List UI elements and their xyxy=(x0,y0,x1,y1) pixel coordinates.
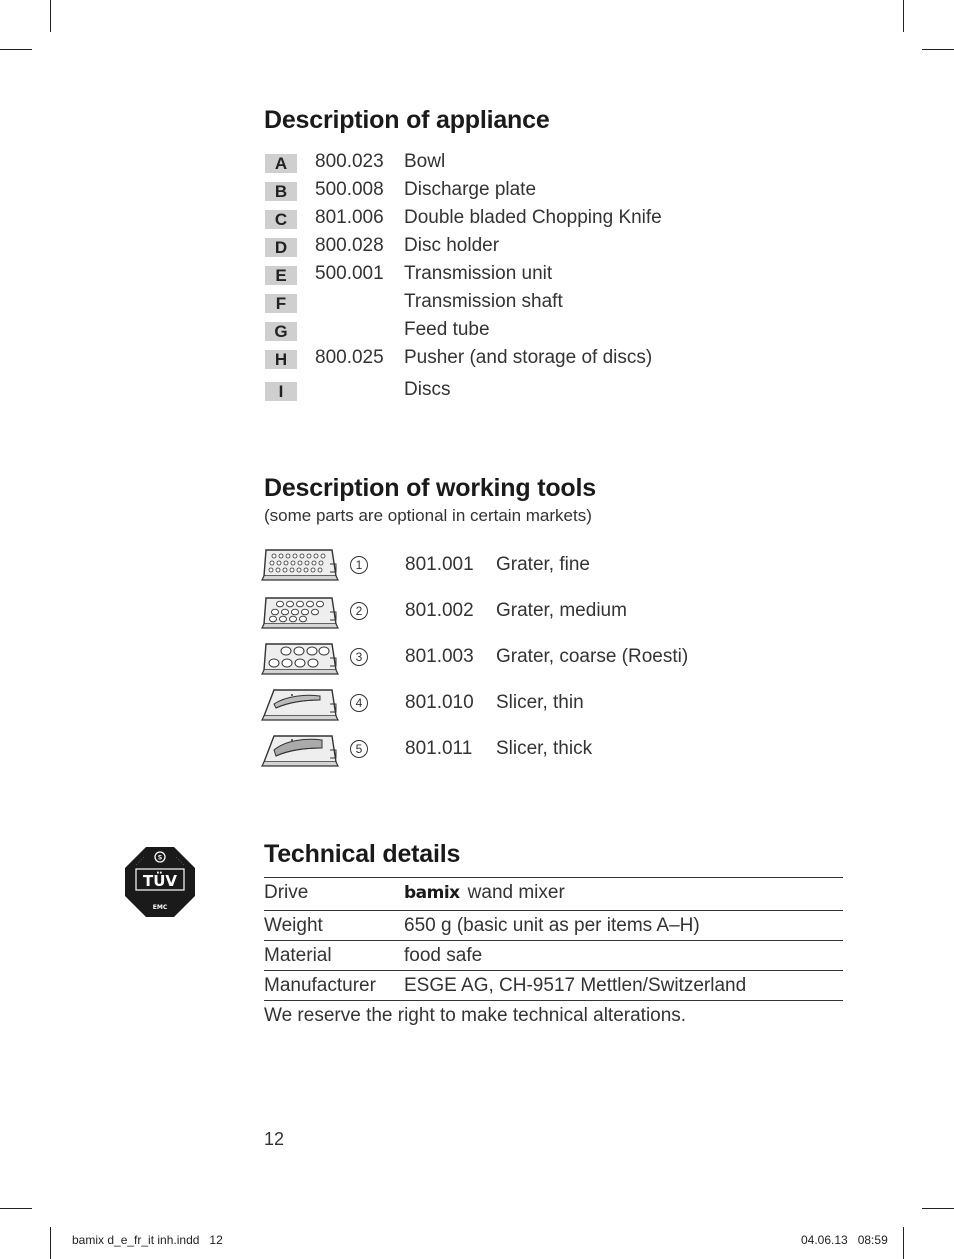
slicer-thick-icon xyxy=(260,730,340,770)
row-label: Manufacturer xyxy=(264,975,376,996)
bamix-logo: bamix xyxy=(404,883,460,903)
tool-description: Grater, fine xyxy=(496,554,590,575)
row-label: Drive xyxy=(264,882,309,903)
table-row xyxy=(264,911,843,941)
badge-main-text: TÜV xyxy=(142,872,178,890)
slug-file: bamix d_e_fr_it inh.indd 12 xyxy=(72,1233,223,1247)
item-code: 800.025 xyxy=(315,347,384,368)
alteration-note: We reserve the right to make technical alterations. xyxy=(264,1005,687,1026)
crop-mark xyxy=(50,0,51,32)
row-label: Material xyxy=(264,945,332,966)
tool-number: 4 xyxy=(350,694,368,712)
item-description: Feed tube xyxy=(404,319,490,340)
table-row xyxy=(264,941,843,971)
tool-code: 801.010 xyxy=(405,692,474,713)
item-code: 500.001 xyxy=(315,263,384,284)
item-description: Pusher (and storage of discs) xyxy=(404,347,653,368)
crop-mark xyxy=(922,49,954,50)
grater-medium-icon xyxy=(260,592,340,632)
item-letter: E xyxy=(265,266,297,285)
row-value-text: wand mixer xyxy=(467,882,565,903)
tool-code: 801.003 xyxy=(405,646,474,667)
tool-number: 2 xyxy=(350,602,368,620)
item-description: Discs xyxy=(404,379,451,400)
item-letter: H xyxy=(265,350,297,369)
item-code: 801.006 xyxy=(315,207,384,228)
svg-text:· · · · ·: · · · · · xyxy=(174,855,186,867)
badge-sub-text: EMC xyxy=(152,904,168,911)
svg-text:S: S xyxy=(157,854,163,862)
item-description: Transmission shaft xyxy=(404,291,563,312)
tool-code: 801.001 xyxy=(405,554,474,575)
tools-heading: Description of working tools xyxy=(264,474,596,502)
row-value xyxy=(404,882,565,904)
item-code: 800.023 xyxy=(315,151,384,172)
item-letter: C xyxy=(265,210,297,229)
item-letter: I xyxy=(265,382,297,401)
tool-description: Slicer, thin xyxy=(496,692,584,713)
row-label: Weight xyxy=(264,915,323,936)
item-description: Disc holder xyxy=(404,235,500,256)
tool-code: 801.011 xyxy=(405,738,473,759)
slug-date: 04.06.13 08:59 xyxy=(801,1233,888,1247)
item-description: Discharge plate xyxy=(404,179,537,200)
tool-code: 801.002 xyxy=(405,600,474,621)
crop-mark xyxy=(903,1227,904,1259)
item-description: Bowl xyxy=(404,151,446,172)
tools-subtitle: (some parts are optional in certain markets) xyxy=(264,506,592,525)
appliance-heading: Description of appliance xyxy=(264,106,550,134)
crop-mark xyxy=(903,0,904,32)
technical-heading: Technical details xyxy=(264,840,461,868)
tuv-certification-icon xyxy=(124,846,196,918)
tool-description: Slicer, thick xyxy=(496,738,593,759)
item-letter: B xyxy=(265,182,297,201)
crop-mark xyxy=(0,1208,32,1209)
tool-number: 3 xyxy=(350,648,368,666)
item-description: Transmission unit xyxy=(404,263,553,284)
item-letter: F xyxy=(265,294,297,313)
item-code: 500.008 xyxy=(315,179,384,200)
tool-description: Grater, medium xyxy=(496,600,627,621)
item-letter: G xyxy=(265,322,297,341)
item-letter: A xyxy=(265,154,297,173)
technical-table xyxy=(264,877,843,1001)
row-value: 650 g (basic unit as per items A–H) xyxy=(404,915,700,936)
tool-number: 1 xyxy=(350,556,368,574)
tool-number: 5 xyxy=(350,740,368,758)
page-number: 12 xyxy=(264,1129,285,1149)
table-row xyxy=(264,878,843,911)
item-code: 800.028 xyxy=(315,235,384,256)
slicer-thin-icon xyxy=(260,684,340,724)
grater-coarse-icon xyxy=(260,638,340,678)
row-value: ESGE AG, CH-9517 Mettlen/Switzerland xyxy=(404,975,747,996)
item-description: Double bladed Chopping Knife xyxy=(404,207,662,228)
item-letter: D xyxy=(265,238,297,257)
row-value: food safe xyxy=(404,945,483,966)
tool-description: Grater, coarse (Roesti) xyxy=(496,646,689,667)
table-row xyxy=(264,971,843,1001)
grater-fine-icon xyxy=(260,546,340,586)
crop-mark xyxy=(922,1208,954,1209)
crop-mark xyxy=(50,1227,51,1259)
crop-mark xyxy=(0,49,32,50)
svg-text:· · · · ·: · · · · · xyxy=(134,855,146,867)
